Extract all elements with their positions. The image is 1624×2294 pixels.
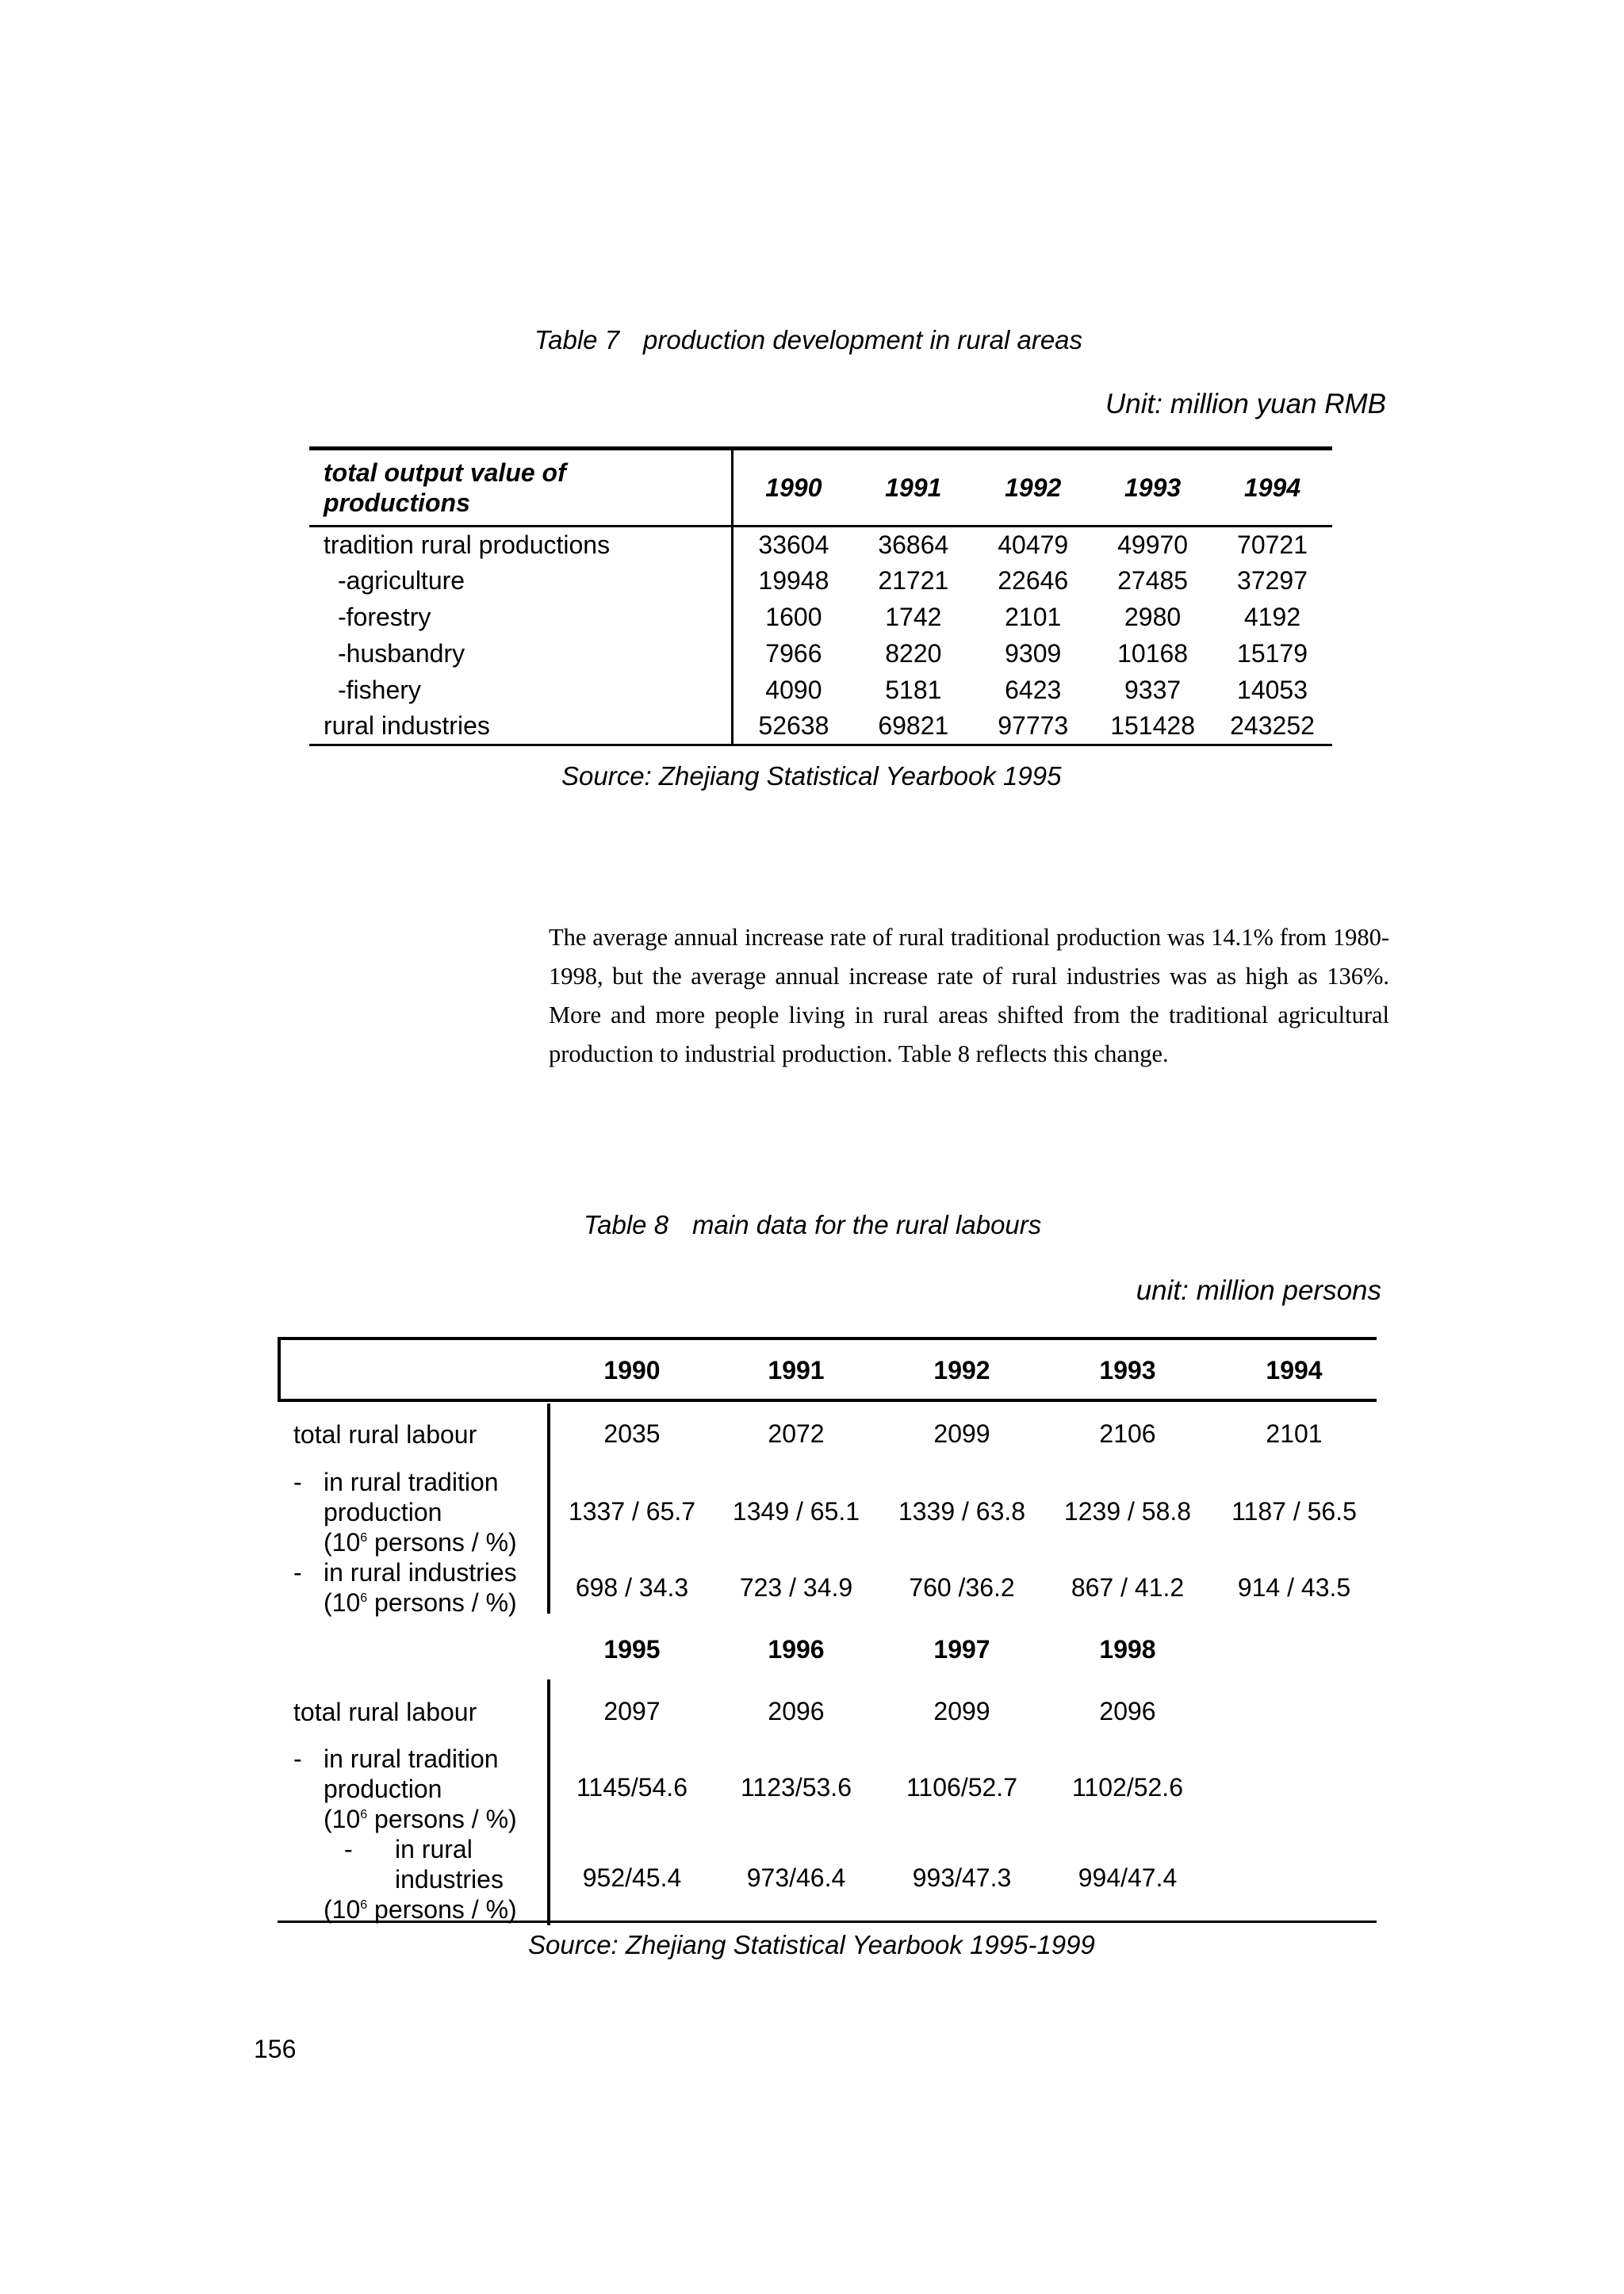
table-row [309,599,1332,636]
table-cell: 8220 [885,639,942,668]
row-label: -fishery [309,672,733,709]
table-cell: 4090 [765,676,822,704]
table-cell: 1102/52.6 [1072,1773,1183,1802]
table8-year: 1997 [933,1635,990,1664]
label-line: production [324,1498,442,1526]
table-cell: 52638 [758,711,829,741]
label-line: in rural [395,1835,473,1863]
label-unit-suffix: persons / %) [367,1588,517,1617]
table-cell: 9309 [1005,639,1062,668]
table-cell: 33604 [758,530,829,559]
table7-caption [534,325,1082,355]
table-cell: 2096 [768,1697,825,1725]
table-cell: 1349 / 65.1 [732,1497,860,1526]
table-cell: 2980 [1124,603,1182,631]
table-cell: 243252 [1230,711,1315,741]
table7 [309,446,1332,746]
label-unit-suffix: persons / %) [367,1805,517,1833]
table-cell: 6423 [1005,676,1062,704]
table-cell: 21721 [878,566,949,595]
label-line: in rural tradition [324,1744,499,1773]
table8-top-rule [278,1337,1377,1340]
label-line: in rural industries [324,1558,517,1587]
row-label: -husbandry [309,636,733,672]
table8-year: 1994 [1266,1356,1323,1384]
table-cell: 36864 [878,530,949,559]
header-label-line1: total output value of [324,458,566,487]
table-cell: 69821 [878,711,949,741]
table-cell: 1239 / 58.8 [1063,1497,1192,1526]
table-row [309,709,1332,745]
page-number: 156 [254,2035,297,2063]
table-cell: 70721 [1237,530,1308,559]
table-cell: 2097 [603,1697,661,1725]
row-label: -forestry [309,599,733,636]
table-cell: 2106 [1099,1419,1156,1448]
table8-left-rule [278,1337,281,1402]
table-cell: 1742 [885,603,942,631]
table-cell: 1339 / 63.8 [898,1497,1026,1526]
table-cell: 1123/53.6 [741,1773,852,1802]
table7-year: 1994 [1243,473,1301,502]
table8-source: Source: Zhejiang Statistical Yearbook 1995-1999 [528,1930,1095,1959]
table-cell: 914 / 43.5 [1237,1573,1351,1602]
row-label-total: total rural labour [293,1698,477,1726]
row-label-total: total rural labour [293,1420,477,1449]
table-cell: 9337 [1124,676,1182,704]
table7-header-label [309,449,733,527]
header-label-line2: productions [324,488,470,517]
label-unit-prefix: (10 [324,1895,361,1924]
label-unit-exp: 6 [360,1898,368,1912]
table-cell: 1145/54.6 [576,1773,688,1802]
table7-year: 1993 [1124,473,1182,502]
table-cell: 15179 [1237,639,1308,668]
row-label: tradition rural productions [309,527,733,563]
table7-source: Source: Zhejiang Statistical Yearbook 1995 [561,761,1062,791]
label-unit-suffix: persons / %) [367,1528,517,1557]
row-label-industries [293,1834,547,1929]
label-unit-prefix: (10 [324,1588,361,1617]
table-row [309,563,1332,599]
table7-header-row [309,449,1332,527]
row-label: -agriculture [309,563,733,599]
row-label-traditional [293,1744,547,1839]
label-dash: - [344,1835,353,1863]
row-label-industries [293,1557,547,1621]
label-dash: - [293,1468,302,1496]
label-unit [324,1587,517,1618]
label-unit [324,1894,517,1924]
table-row [309,672,1332,709]
table7-unit: Unit: million yuan RMB [1105,389,1386,419]
table-cell: 2035 [603,1419,661,1448]
table-cell: 37297 [1237,566,1308,595]
table-cell: 1600 [765,603,822,631]
table8-year: 1996 [768,1635,825,1664]
table7-caption-label: Table 7 [534,325,620,354]
table8-year: 1990 [603,1356,661,1384]
table-cell: 1106/52.7 [906,1773,1017,1802]
row-label: rural industries [309,709,733,745]
table-cell: 97773 [998,711,1069,741]
table-cell: 1337 / 65.7 [568,1497,696,1526]
label-unit-prefix: (10 [324,1528,361,1557]
table-cell: 698 / 34.3 [575,1573,689,1602]
label-unit-prefix: (10 [324,1805,361,1833]
table-cell: 760 /36.2 [909,1573,1015,1602]
table-cell: 993/47.3 [912,1863,1012,1892]
table-cell: 2072 [768,1419,825,1448]
body-paragraph: The average annual increase rate of rural traditional production was 14.1% from 1980-1998, but the average annual increase rate of rural industries was as high as 136%. More and more people living in rural areas shifted from the traditional agricultural production to industrial production. Table 8 reflects this change. [549,924,1389,1067]
table8-header-rule [278,1399,1377,1402]
table8-caption-label: Table 8 [584,1210,669,1239]
table-cell: 2096 [1099,1697,1156,1725]
table-cell: 22646 [998,566,1069,595]
table8-year: 1992 [933,1356,990,1384]
label-unit [324,1804,517,1834]
label-line: industries [395,1865,504,1894]
table-cell: 2099 [933,1419,990,1448]
table-cell: 27485 [1117,566,1189,595]
table7-year: 1990 [765,473,822,502]
table-cell: 7966 [765,639,822,668]
table8-year: 1995 [603,1635,661,1664]
table8-caption [584,1210,1041,1240]
table-cell: 2099 [933,1697,990,1725]
table-row [309,636,1332,672]
label-unit-exp: 6 [360,1808,368,1821]
row-label-traditional [293,1467,547,1562]
label-line: in rural tradition [324,1468,499,1496]
table8-unit: unit: million persons [1136,1275,1381,1306]
table-cell: 1187 / 56.5 [1231,1497,1357,1526]
table8-year: 1991 [768,1356,825,1384]
label-line: production [324,1775,442,1803]
table-cell: 994/47.4 [1078,1863,1178,1892]
label-unit [324,1527,517,1557]
table-cell: 973/46.4 [746,1863,846,1892]
table8-year: 1993 [1099,1356,1156,1384]
table-cell: 10168 [1117,639,1189,668]
table7-year: 1991 [885,473,942,502]
table-cell: 952/45.4 [582,1863,682,1892]
label-unit-exp: 6 [360,1531,368,1545]
table-cell: 723 / 34.9 [739,1573,853,1602]
table-cell: 2101 [1266,1419,1323,1448]
table-cell: 49970 [1117,530,1189,559]
table-cell: 5181 [885,676,942,704]
table7-year: 1992 [1005,473,1062,502]
table-cell: 2101 [1005,603,1062,631]
table-cell: 19948 [758,566,829,595]
table-row [309,527,1332,563]
table-cell: 4192 [1243,603,1301,631]
table-cell: 40479 [998,530,1069,559]
table7-caption-title: production development in rural areas [643,325,1083,354]
table-cell: 151428 [1110,711,1195,741]
label-unit-exp: 6 [360,1591,368,1605]
table8-caption-title: main data for the rural labours [692,1210,1042,1239]
label-dash: - [293,1558,302,1587]
table-cell: 14053 [1237,676,1308,704]
label-unit-suffix: persons / %) [367,1895,517,1924]
table8-year: 1998 [1099,1635,1156,1664]
table-cell: 867 / 41.2 [1071,1573,1185,1602]
label-dash: - [293,1744,302,1773]
